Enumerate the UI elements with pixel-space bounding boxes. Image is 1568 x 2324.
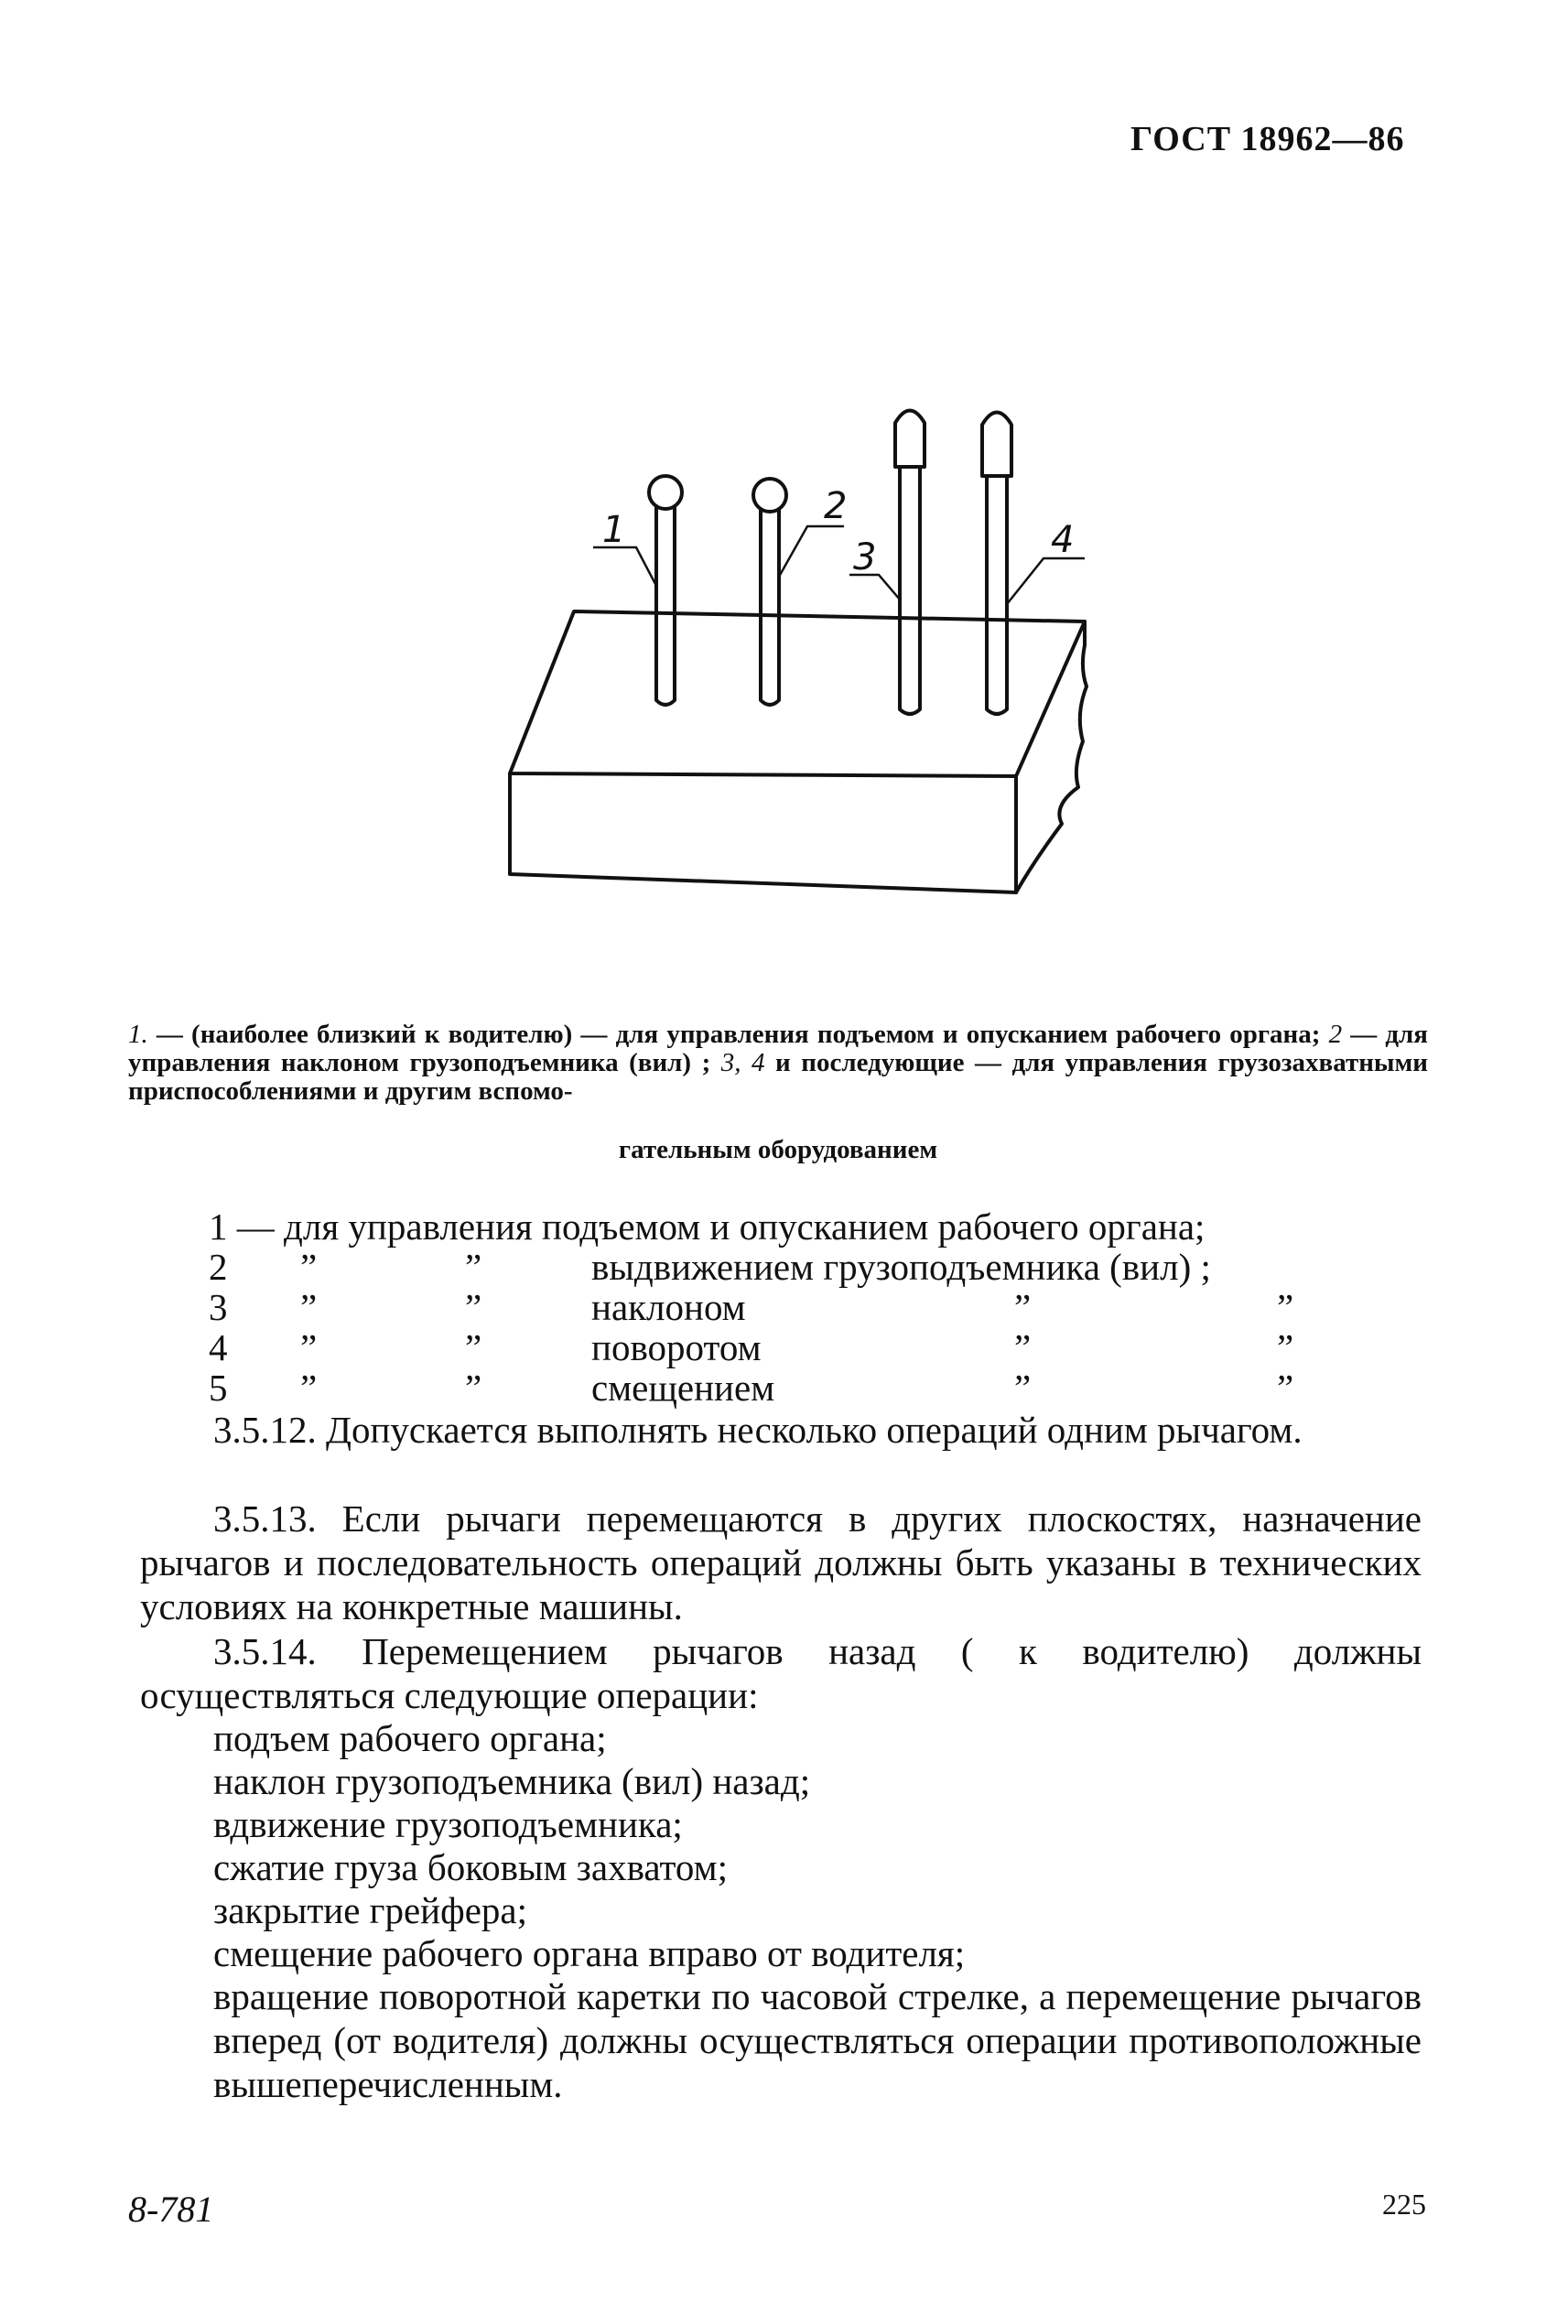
lever-3 — [895, 411, 925, 715]
callout-4: 4 — [1051, 519, 1075, 561]
lever-diagram — [0, 0, 1568, 1007]
lever-list-first: 1 — для управления подъемом и опусканием рабочего органа; — [209, 1205, 1206, 1248]
page-number: 225 — [1382, 2188, 1426, 2221]
figure-caption: 1. — (наиболее близкий к водителю) — для управления подъемом и опусканием рабочего органа; 2 — для управления наклоном грузоподъемника (вил) ; 3, 4 и последующие — для управления грузозахватными приспособлениями и другим вспомо- — [128, 1020, 1429, 1106]
leader-3 — [849, 575, 900, 600]
callout-2: 2 — [824, 485, 848, 527]
lever-4 — [982, 413, 1011, 715]
lever-1 — [649, 476, 682, 705]
leader-1 — [593, 547, 656, 586]
figure-caption-last-line: гательным оборудованием — [618, 1135, 938, 1164]
clause-3-5-14: 3.5.14. Перемещением рычагов назад ( к водителю) должны осуществляться следующие операции: — [140, 1630, 1422, 1716]
operation-item: подъем рабочего органа; — [213, 1717, 607, 1759]
closing-paragraph: вращение поворотной каретки по часовой стрелке, а перемещение рычагов вперед (от водителя) должны осуществляться операции противоположные вышеперечисленным. — [213, 1975, 1422, 2105]
operation-item: смещение рабочего органа вправо от водителя; — [213, 1932, 966, 1974]
lever-2 — [753, 479, 786, 705]
block-front-face — [510, 773, 1016, 892]
block-top-face — [510, 611, 1085, 776]
document-code: ГОСТ 18962—86 — [1130, 120, 1405, 158]
operation-item: сжатие груза боковым захватом; — [213, 1846, 728, 1888]
leader-2 — [779, 526, 844, 577]
operation-item: наклон грузоподъемника (вил) назад; — [213, 1760, 811, 1802]
block-side-face — [1016, 622, 1087, 892]
callout-1: 1 — [602, 509, 626, 551]
clause-3-5-12: 3.5.12. Допускается выполнять несколько операций одним рычагом. — [213, 1409, 1303, 1451]
clause-3-5-13: 3.5.13. Если рычаги перемещаются в других плоскостях, назначение рычагов и последовательность операций должны быть указаны в технических условиях на конкретные машины. — [140, 1497, 1422, 1627]
print-mark: 8-781 — [128, 2189, 214, 2230]
operation-item: закрытие грейфера; — [213, 1889, 527, 1931]
operation-item: вдвижение грузоподъемника; — [213, 1803, 683, 1845]
leader-4 — [1007, 558, 1085, 604]
callout-3: 3 — [853, 536, 877, 578]
